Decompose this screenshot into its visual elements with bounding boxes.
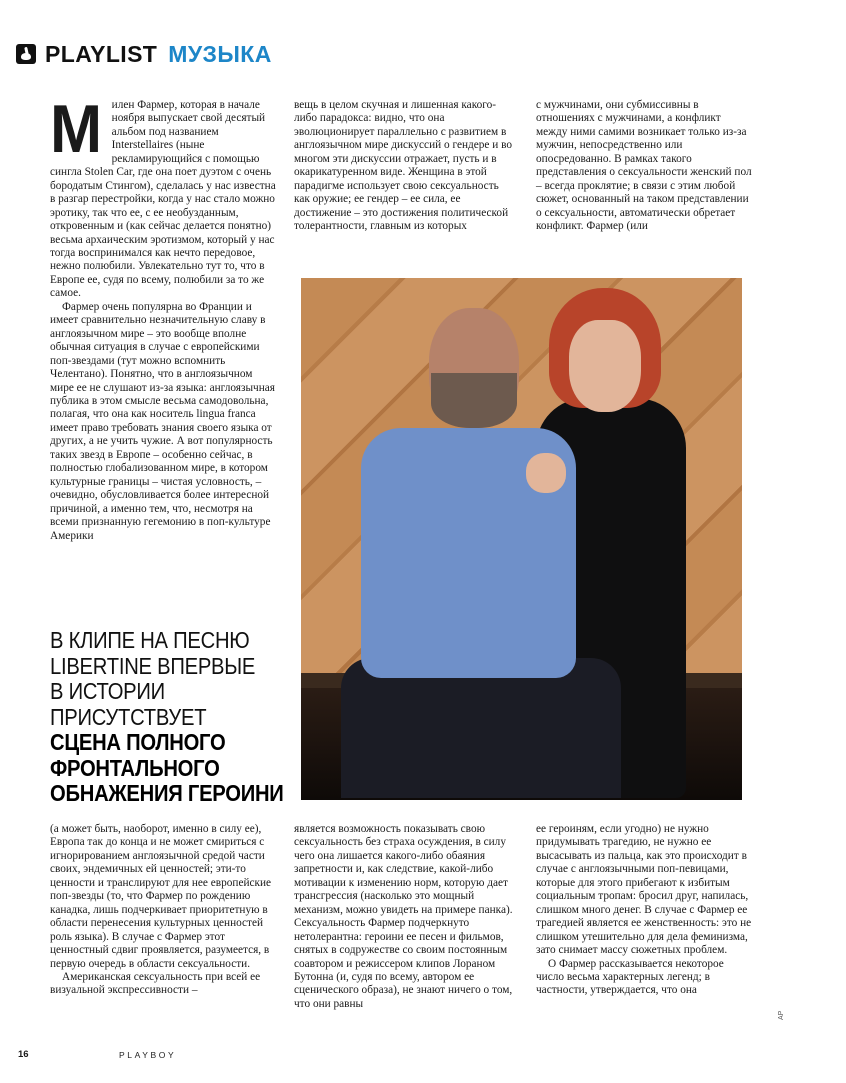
paragraph: ее героиням, если угодно) не нужно придумывать трагедию, не нужно ее высасывать из пальца, как это происходит в случае с англоязычными поп-певицами, которые для этого прибегают к избитым социальным тропам: бросил друг, напилась, слишком много денег. В случае с Фармер ее трагедией является ее женственность: это не слишком утешительно для дела феминизма, зато снимает массу сюжетных проблем. <box>536 823 752 957</box>
paragraph: Американская сексуальность при всей ее визуальной экспрессивности – <box>50 970 261 997</box>
column-2-top <box>294 99 516 234</box>
footer-brand: PLAYBOY <box>119 1050 177 1060</box>
paragraph: является возможность показывать свою сексуальность без страха осуждения, в силу чего она лишается какого-либо обаяния запретности и, как следствие, какой-либо мотивации к изменению норм, которую дает трансгрессия (насколько это мощный механизм, можно увидеть на примере панка). Сексуальность Фармер подчеркнуто нетолерантна: героини ее песен и фильмов, снятых в содружестве со своим постоянным соавтором и режиссером клипов Лораном Бутонна (и, судя по всему, автором ее сценического образа), не знают ничего о том, что они равны <box>294 823 513 1010</box>
pull-quote-line-bold: ОБНАЖЕНИЯ ГЕРОИНИ <box>50 780 284 806</box>
pull-quote-line-bold: ФРОНТАЛЬНОГО <box>50 754 220 781</box>
paragraph: илен Фармер, которая в начале ноября выпускает свой десятый альбом под названием Interstellaires (ныне рекламирующийся с помощью сингла Stolen Car, где она поет дуэтом с очень бородатым Стингом), сделалась у нас известна в разгар перестройки, когда у нас стало можно эротику, так что ее, с ее необузданным, откровенным и (как сейчас делается понятно) весьма архаическим эротизмом, который у нас тогда воспринимался как нечто передовое, нежно полюбили. Увлекательно тут то, что в Европе ее, судя по всему, полюбили за то же самое. <box>50 99 276 300</box>
man-legs <box>341 658 621 798</box>
pull-quote-line: LIBERTINE ВПЕРВЫЕ <box>50 652 256 679</box>
column-1-top <box>50 91 278 543</box>
paragraph: (а может быть, наоборот, именно в силу ее), Европа так до конца и не может смириться с игнорированием англоязычной средой части своих, эндемичных ей ценностей; эти-то ценности и транслируют для нее европейские поп-звезды (то, что Фармер по рождению канадка, лишь подчеркивает приоритетную в области перенесения культурных ценностей роль языка). В случае с Фармер этот ценностный сдвиг проявляется, разумеется, в первую очередь в области сексуальности. <box>50 823 272 970</box>
column-3-top <box>536 99 754 234</box>
photo-credit: AP <box>778 1010 785 1020</box>
pull-quote <box>50 628 290 807</box>
playboy-bunny-icon <box>16 44 36 64</box>
woman-face <box>569 320 641 412</box>
column-3-bottom <box>536 823 754 998</box>
pull-quote-line: В ИСТОРИИ <box>50 678 165 704</box>
paragraph: с мужчинами, они субмиссивны в отношениях с мужчинами, а конфликт между ними самими возникает только из-за мужчин, непосредственно или опосредованно. В рамках такого представления о сексуальности женский пол – всегда проклятие; в связи с этим любой сюжет, основанный на таком представлении о сексуальности, автоматически обретает конфликт. Фармер (или <box>536 99 752 233</box>
woman-hand <box>526 453 566 493</box>
paragraph: О Фармер рассказывается некоторое число весьма характерных легенд; в частности, утверждается, что она <box>536 957 724 997</box>
column-1-bottom <box>50 823 276 998</box>
photo-sting-and-mylene-farmer <box>301 278 742 800</box>
subsection-title: МУЗЫКА <box>168 40 272 67</box>
pull-quote-line: ПРИСУТСТВУЕТ <box>50 703 207 730</box>
section-title: PLAYLIST <box>45 40 158 67</box>
drop-cap: М <box>50 91 103 167</box>
paragraph: Фармер очень популярна во Франции и имеет сравнительно незначительную славу в англоязычном мире – это вообще вполне обычная ситуация в случае с европейскими поп-звездами (тут можно вспомнить Челентано). Понятно, что в англоязычном мире ее не слушают из-за языка: англоязычная публика в этом смысле весьма самодовольна, полагая, что она как носитель lingua franca имеет право требовать знания своего языка от других, а не учить чужие. А вот популярность таких звезд в Европе – особенно сейчас, в полностью глобализованном мире, в котором культурные границы – чистая условность, – очевидно, обусловливается более интересной причиной, а именно тем, что, несмотря на всеми признанную гегемонию в поп-культуре Америки <box>50 300 275 542</box>
column-2-bottom <box>294 823 514 1011</box>
pull-quote-line: В КЛИПЕ НА ПЕСНЮ <box>50 627 250 653</box>
man-beard <box>431 373 517 428</box>
page-number: 16 <box>18 1049 29 1060</box>
paragraph: вещь в целом скучная и лишенная какого-либо парадокса: видно, что она эволюционирует параллельно с развитием в англоязычном мире дискуссий о гендере и во многом эти дискуссии отражает, пусть и в окарикатуренном виде. Женщина в этой парадигме использует свою сексуальность как оружие; ее гендер – ее сила, ее достижение – это достижения политической толерантности, главным из которых <box>294 99 513 233</box>
pull-quote-line-bold: СЦЕНА ПОЛНОГО <box>50 729 226 755</box>
section-header <box>16 40 272 68</box>
